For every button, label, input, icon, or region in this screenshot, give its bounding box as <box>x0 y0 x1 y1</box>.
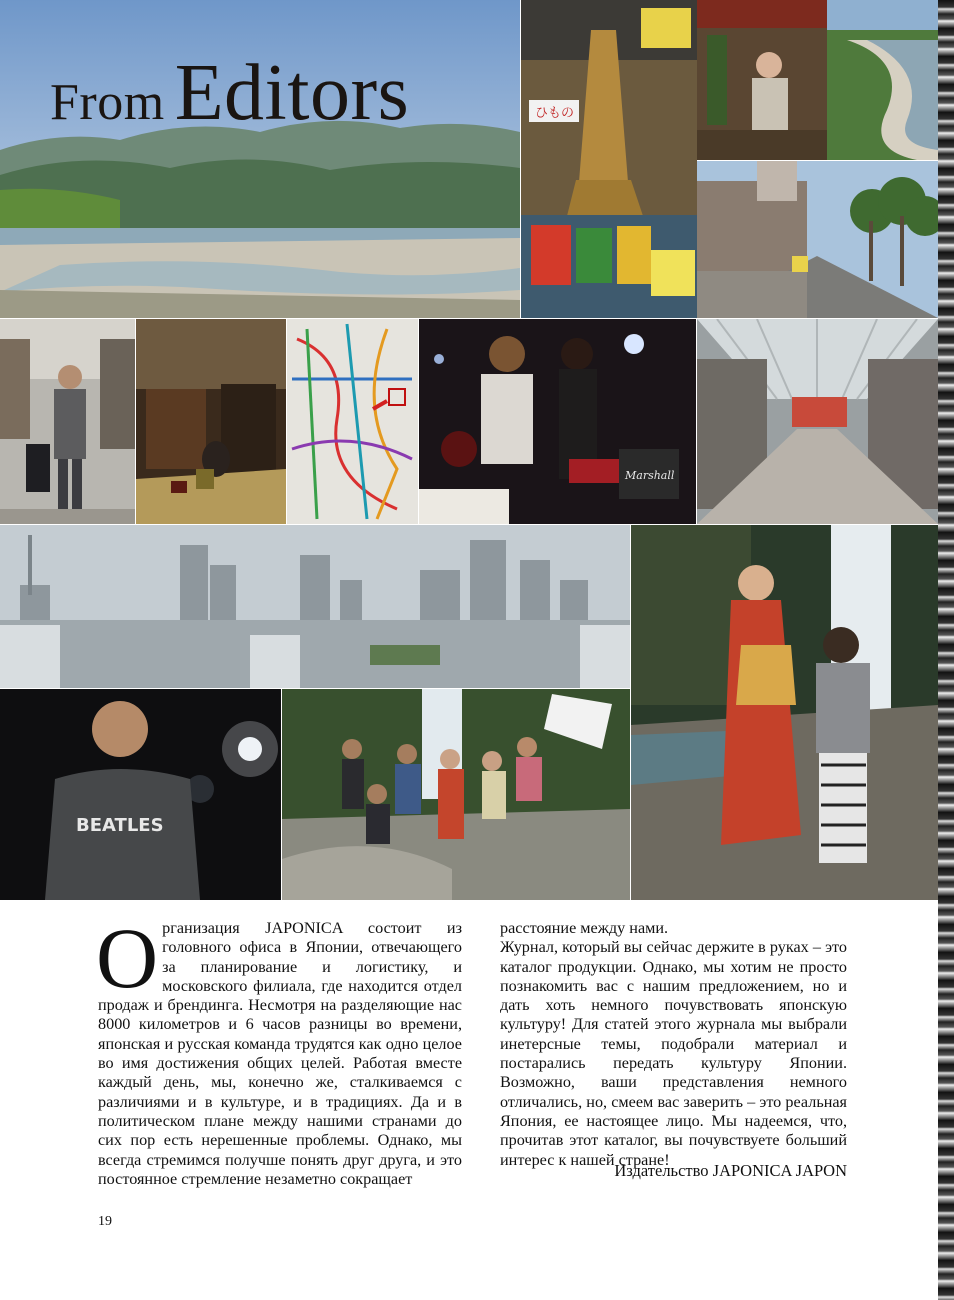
vendor-woman-photo <box>697 0 827 160</box>
title-word-from: From <box>50 74 165 131</box>
makeup-artist-photo <box>419 319 696 524</box>
waterfall-kimono-photo <box>631 525 938 900</box>
man-with-suitcase-photo <box>0 319 135 524</box>
article-column-2 <box>500 919 847 1170</box>
stall-sign-text: ひもの <box>535 106 575 121</box>
amp-brand-text: Marshall <box>625 469 675 482</box>
river-bend-photo <box>827 0 938 160</box>
shopping-arcade-photo <box>697 319 938 524</box>
page-title <box>50 48 409 139</box>
smiling-man-photo <box>0 689 281 900</box>
palm-street-photo <box>697 161 938 318</box>
title-word-editors: Editors <box>174 49 410 137</box>
city-skyline-photo <box>0 525 630 688</box>
tshirt-print-text: BEATLES <box>76 815 164 836</box>
drop-cap: О <box>96 910 159 1006</box>
subway-map-photo <box>287 319 418 524</box>
tea-room-photo <box>136 319 286 524</box>
group-at-waterfall-photo <box>282 689 630 900</box>
article-paragraph-1-end: расстояние между нами. <box>500 919 669 937</box>
article-paragraph-2: Журнал, который вы сейчас держите в руках – это каталог продукции. Однако, мы хотим не просто познакомить вас с нашим предложением, но и дать хоть немного почувствовать японскую культуру! Для статей этого журнала мы выбрали инетерсные темы, подобрали материал и постарались передать культуру Японии. Возможно, ваши представления немного отличались, но, смеем вас заверить – это реальная Япония, ее настоящее лицо. Мы надеемся, что, прочитав этот каталог, вы почувствуете больший интерес к нашей стране! <box>500 938 847 1169</box>
page-number: 19 <box>98 1214 112 1229</box>
publisher-signature: Издательство JAPONICA JAPON <box>614 1161 847 1180</box>
article-column-1 <box>96 910 462 1189</box>
page-edge-strip <box>938 0 954 1300</box>
article-paragraph-1: рганизация JAPONICA состоит из головного офиса в Японии, отвечающего за планирование и логистику, и московского филиала, где находится отдел продаж и брендинга. Несмотря на разделяющие нас 8000 километров и 6 часов разницы во времени, японская и русская команда трудятся как одно целое во имя достижения общих целей. Работая вместе каждый день, мы, конечно же, сталкиваемся с различиями и в культуре, и в традициях. Да и в политическом плане между нашими странами до сих пор есть нерешенные проблемы. Однако, мы всегда стремимся получше понять друг друга, и это постоянное стремление незаметно сокращает <box>98 919 462 1188</box>
market-stall-photo <box>521 0 697 318</box>
